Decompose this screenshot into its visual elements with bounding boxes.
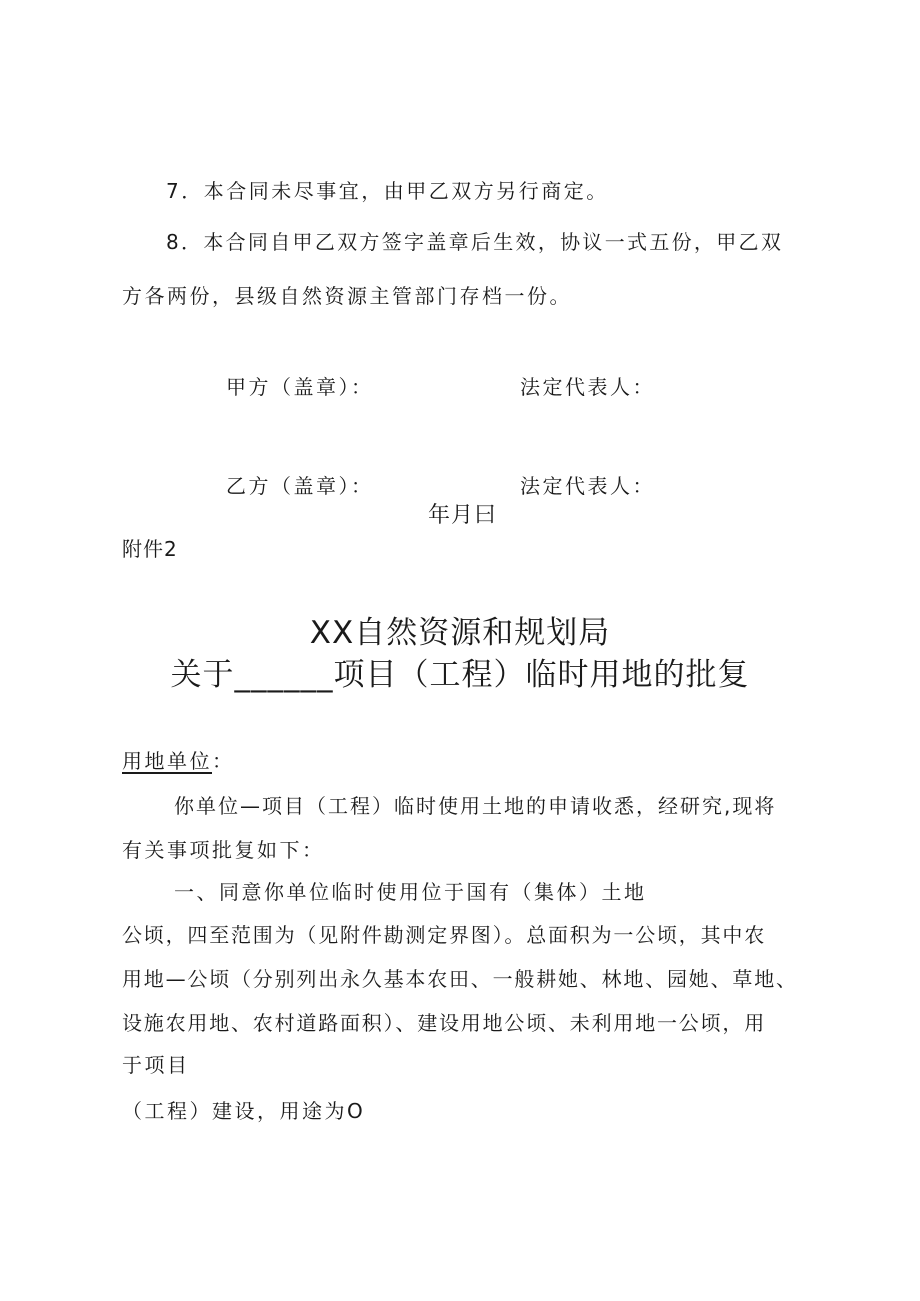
party-b-legal-representative-label: 法定代表人：	[520, 474, 655, 498]
contract-clause-8-line-1: 8．本合同自甲乙双方签字盖章后生效，协议一式五份，甲乙双	[166, 230, 784, 254]
party-b-seal-label: 乙方（盖章）：	[226, 474, 374, 498]
approval-item-1-line-5: 于项目	[122, 1053, 190, 1077]
approval-title-line-2: 关于______项目（工程）临时用地的批复	[170, 657, 750, 693]
approval-item-1-line-4: 设施农用地、农村道路面积）、建设用地公顷、未利用地一公顷，用	[122, 1011, 766, 1035]
party-a-legal-representative-label: 法定代表人：	[520, 375, 655, 399]
addressee-colon: ：	[212, 749, 235, 773]
contract-clause-7: 7．本合同未尽事宜，由甲乙双方另行商定。	[166, 179, 609, 203]
approval-paragraph-1-line-1: 你单位—项目（工程）临时使用土地的申请收悉，经研究,现将	[174, 794, 777, 818]
approval-item-1-line-2: 公顷，四至范围为（见附件勘测定界图）。总面积为一公顷，其中农	[122, 923, 766, 947]
party-a-seal-label: 甲方（盖章）：	[226, 375, 374, 399]
approval-item-1-line-1: 一、同意你单位临时使用位于国有（集体）土地	[174, 880, 647, 904]
approval-title-line-1: XX自然资源和规划局	[309, 615, 611, 651]
contract-clause-8-line-2: 方各两份，县级自然资源主管部门存档一份。	[122, 284, 572, 308]
addressee	[122, 747, 235, 775]
approval-item-1-line-3: 用地—公顷（分别列出永久基本农田、一般耕她、林地、园她、草地、	[122, 967, 798, 991]
approval-item-1-line-6: （工程）建设，用途为O	[122, 1099, 366, 1123]
approval-paragraph-1-line-2: 有关事项批复如下：	[122, 838, 325, 862]
signature-date: 年月曰	[428, 503, 498, 528]
addressee-label: 用地单位	[122, 749, 212, 773]
attachment-label: 附件2	[122, 537, 178, 561]
